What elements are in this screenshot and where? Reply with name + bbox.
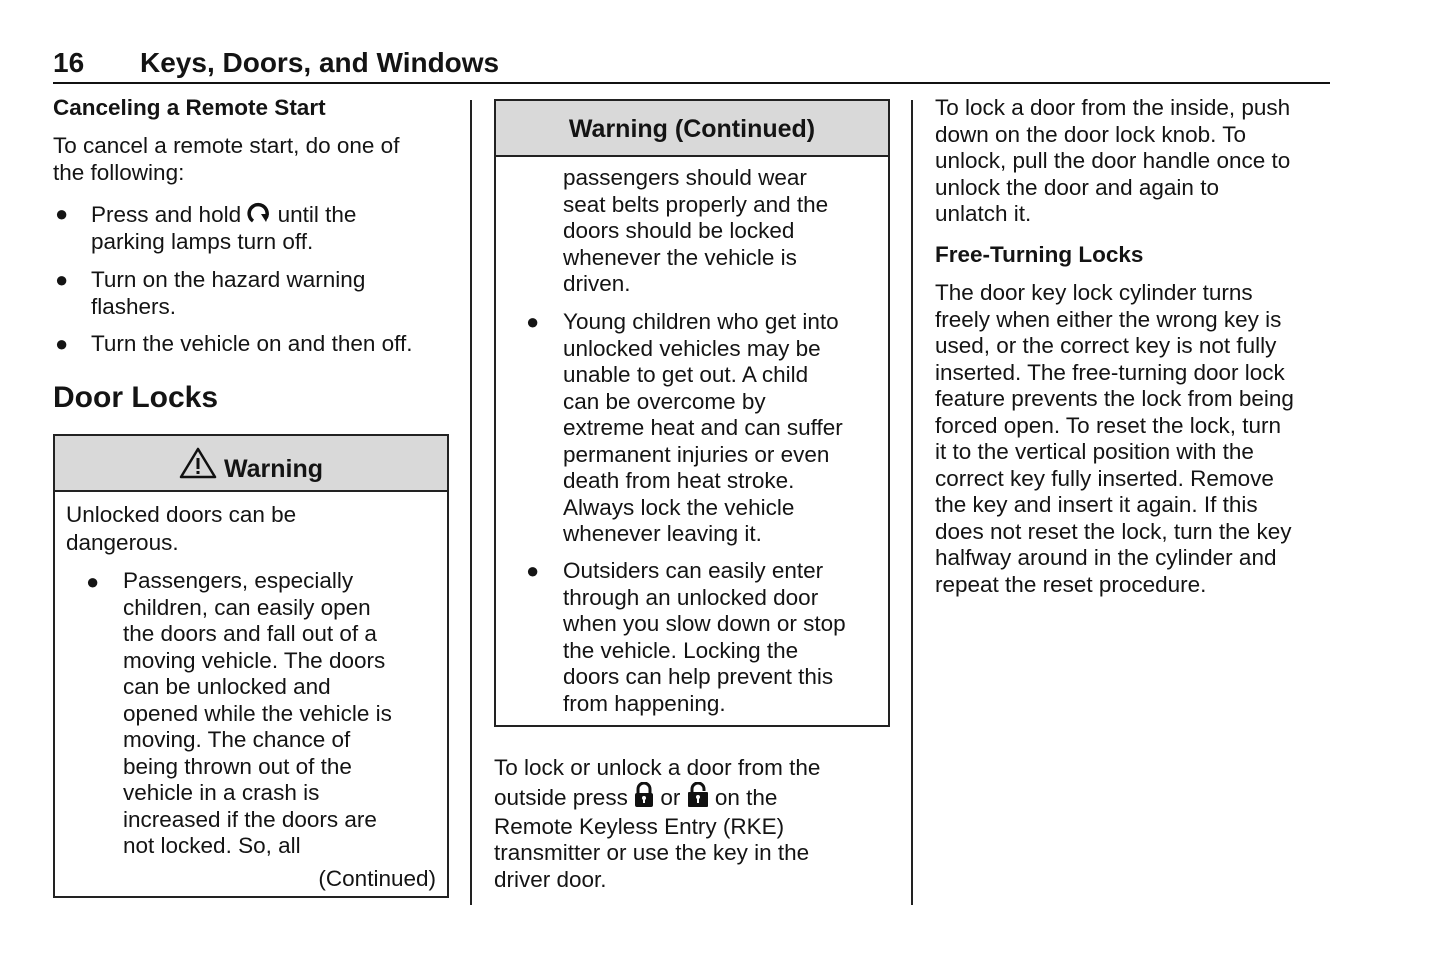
list-item (91, 201, 356, 255)
warning-bullet: Outsiders can easily enter through an unlocked door when you slow down or stop the vehicle. Locking the doors can help prevent this from happening. (563, 558, 846, 716)
bullet-icon: ● (526, 558, 540, 583)
paragraph: To lock a door from the inside, push down on the door lock knob. To unlock, pull the door handle once to unlock the door and again to unlatch it. (935, 95, 1291, 226)
bullet-icon: ● (86, 569, 100, 594)
warning-text: passengers should wear seat belts properly and the doors should be locked whenever the vehicle is driven. (563, 165, 829, 296)
text: or (654, 784, 687, 810)
warning-box-continued (494, 99, 890, 727)
remote-start-icon (247, 201, 271, 225)
paragraph (494, 755, 820, 893)
bullet-icon: ● (55, 267, 69, 292)
column-divider (911, 100, 913, 905)
page-number: 16 (53, 47, 85, 78)
text-lines: Remote Keyless Entry (RKE) transmitter or use the key in the driver door. (494, 813, 810, 892)
column-divider (470, 100, 472, 905)
continued-label: (Continued) (318, 866, 436, 891)
lock-icon (634, 782, 654, 808)
warning-bullet: Passengers, especially children, can easily open the doors and fall out of a moving vehicle. The doors can be unlocked and opened while the vehicle is moving. The chance of being thrown out of the vehicle in a crash is increased if the doors are not locked. So, all (123, 568, 392, 858)
paragraph: The door key lock cylinder turns freely when either the wrong key is used, or the correct key is not fully inserted. The free-turning door lock feature prevents the lock from being forced open. To reset the lock, turn it to the vertical position with the correct key fully inserted. Remove the key and insert it again. If this does not reset the lock, turn the key halfway around in the cylinder and repeat the reset procedure. (935, 280, 1294, 597)
warning-bullet: Young children who get into unlocked vehicles may be unable to get out. A child can be overcome by extreme heat and can suffer permanent injuries or even death from heat stroke. Always lock the vehicle whenever leaving it. (563, 309, 843, 546)
text: outside press (494, 784, 635, 810)
warning-box (53, 434, 449, 898)
bullet-icon: ● (55, 331, 69, 356)
section-title: Door Locks (53, 381, 219, 414)
warning-header (55, 436, 447, 492)
header-rule (53, 82, 1330, 84)
list-text: Press and hold (91, 202, 248, 227)
list-item: Turn on the hazard warning flashers. (91, 267, 366, 319)
bullet-icon: ● (55, 201, 69, 226)
chapter-title: Keys, Doors, and Windows (140, 47, 500, 78)
text: on the (708, 784, 778, 810)
text-line: To lock or unlock a door from the (494, 755, 821, 780)
warning-title: Warning (223, 455, 323, 483)
text-line (494, 782, 820, 814)
warning-header: Warning (Continued) (496, 101, 888, 157)
bullet-icon: ● (526, 309, 540, 334)
list-item: Turn the vehicle on and then off. (91, 331, 413, 356)
paragraph: To cancel a remote start, do one of the following: (53, 133, 400, 185)
unlock-icon (687, 782, 709, 808)
section-heading: Canceling a Remote Start (53, 95, 326, 120)
warning-text: Unlocked doors can be dangerous. (66, 502, 297, 555)
list-text: until the parking lamps turn off. (91, 202, 357, 254)
warning-triangle-icon (179, 447, 217, 479)
section-heading: Free-Turning Locks (935, 242, 1144, 267)
